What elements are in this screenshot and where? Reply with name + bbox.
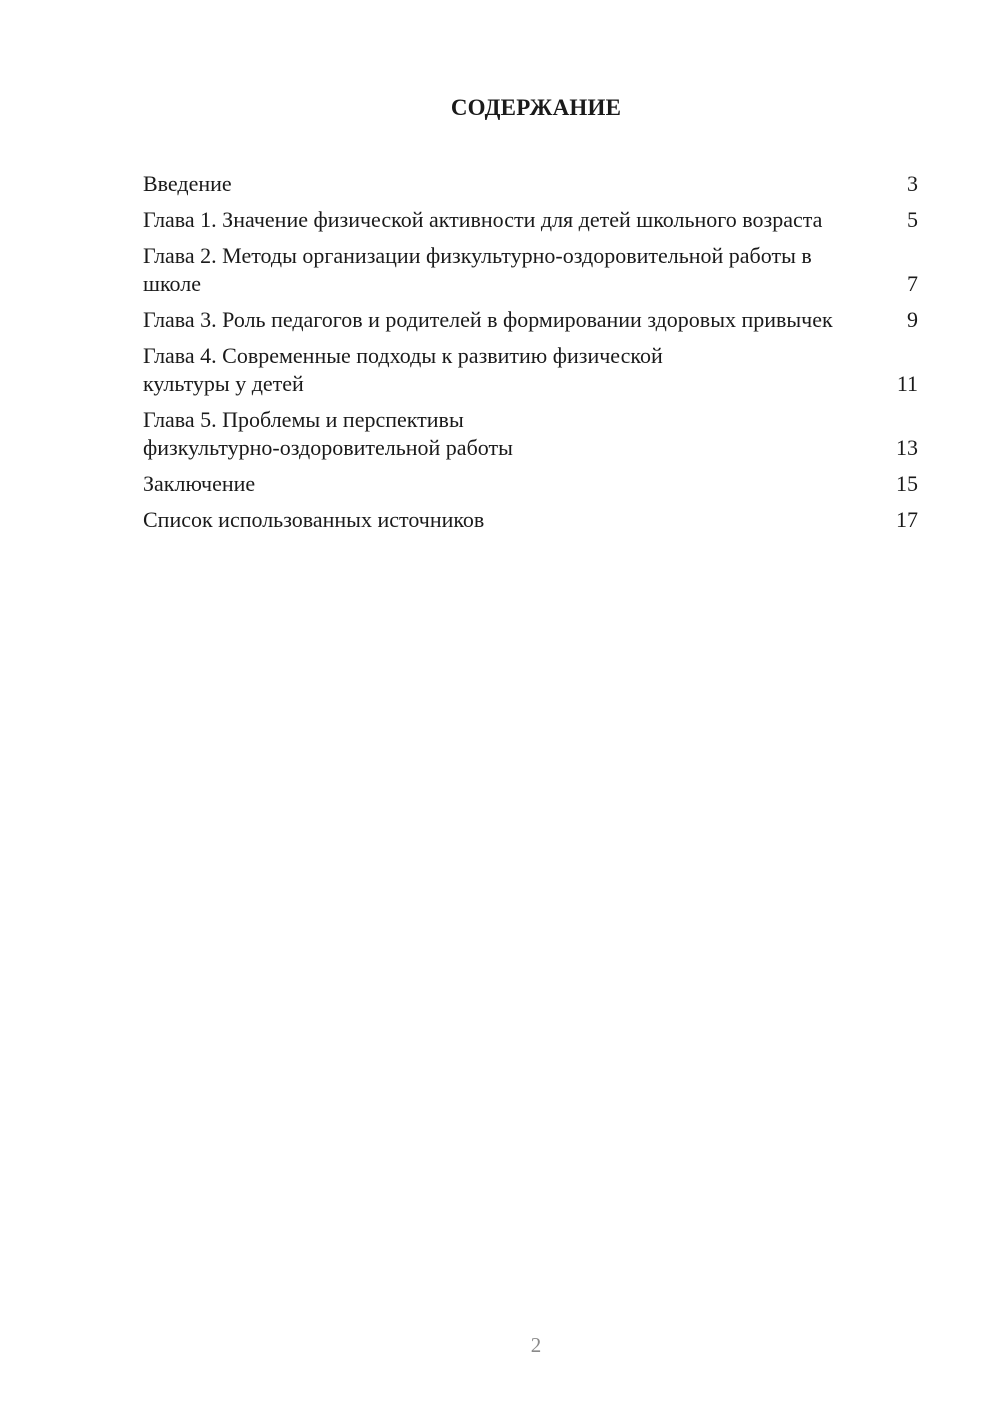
toc-entry-conclusion xyxy=(143,470,918,498)
toc-entry-page: 7 xyxy=(907,271,918,296)
toc-entry-page: 3 xyxy=(907,171,918,196)
toc-entry-label: Глава 4. Современные подходы к развитию физической культуры у детей xyxy=(143,343,663,396)
toc-entry-chapter-5 xyxy=(143,406,918,462)
toc-entry-chapter-3 xyxy=(143,306,918,334)
toc-entry-label: Список использованных источников xyxy=(143,507,485,532)
toc-entry-page: 11 xyxy=(896,371,918,396)
toc-entry-chapter-2 xyxy=(143,242,918,298)
toc-entry-introduction xyxy=(143,170,918,198)
toc-entry-references xyxy=(143,506,918,534)
toc-entry-chapter-4 xyxy=(143,342,918,398)
toc-entry-chapter-1 xyxy=(143,206,918,234)
toc-entry-page: 15 xyxy=(896,471,918,496)
toc-entry-label: Глава 3. Роль педагогов и родителей в формировании здоровых привычек xyxy=(143,307,833,332)
toc-entry-label: Заключение xyxy=(143,471,256,496)
toc-entry-page: 5 xyxy=(907,207,918,232)
toc-title: СОДЕРЖАНИЕ xyxy=(450,95,622,120)
page-number: 2 xyxy=(530,1333,542,1357)
toc-entry-label: Введение xyxy=(143,171,232,196)
toc-entry-page: 17 xyxy=(896,507,918,532)
toc-entry-page: 13 xyxy=(896,435,918,460)
toc-entry-label: Глава 2. Методы организации физкультурно-оздоровительной работы в школе xyxy=(143,243,812,296)
toc-entry-label: Глава 5. Проблемы и перспективы физкультурно-оздоровительной работы xyxy=(143,407,513,460)
toc-entry-page: 9 xyxy=(907,307,918,332)
table-of-contents xyxy=(143,170,918,542)
toc-entry-label: Глава 1. Значение физической активности для детей школьного возраста xyxy=(143,207,823,232)
